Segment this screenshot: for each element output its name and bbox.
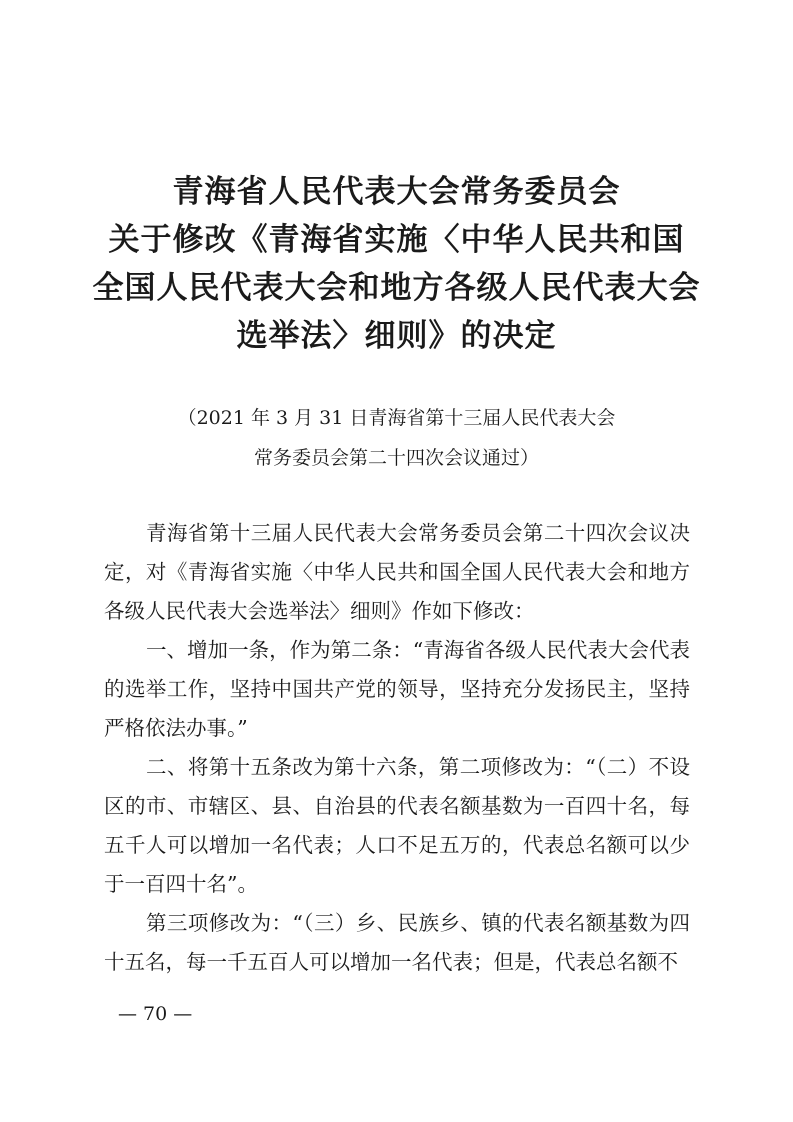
document-title <box>0 168 793 360</box>
body-paragraph: 一、增加一条，作为第二条：“青海省各级人民代表大会代表的选举工作，坚持中国共产党的领导，坚持充分发扬民主，坚持严格依法办事。” <box>104 638 690 740</box>
title-line: 全国人民代表大会和地方各级人民代表大会 <box>92 270 701 306</box>
adoption-note-line: 常务委员会第二十四次会议通过） <box>253 447 539 469</box>
title-line: 关于修改《青海省实施〈中华人民共和国 <box>108 222 685 258</box>
adoption-note-line: （2021 年 3 月 31 日青海省第十三届人民代表大会 <box>177 407 616 429</box>
page-number: — 70 — <box>118 1003 193 1025</box>
body-paragraph: 第三项修改为：“（三）乡、民族乡、镇的代表名额基数为四十五名，每一千五百人可以增加一名代表；但是，代表总名额不 <box>104 911 690 974</box>
body-paragraph: 二、将第十五条改为第十六条，第二项修改为：“（二）不设区的市、市辖区、县、自治县的代表名额基数为一百四十名，每五千人可以增加一名代表；人口不足五万的，代表总名额可以少于一百四十名”。 <box>104 755 690 896</box>
title-line: 青海省人民代表大会常务委员会 <box>172 174 621 210</box>
adoption-note <box>0 398 793 478</box>
title-line: 选举法〉细则》的决定 <box>236 318 557 354</box>
document-body <box>104 514 690 982</box>
body-paragraph: 青海省第十三届人民代表大会常务委员会第二十四次会议决定，对《青海省实施〈中华人民共和国全国人民代表大会和地方各级人民代表大会选举法〉细则》作如下修改： <box>104 521 690 623</box>
